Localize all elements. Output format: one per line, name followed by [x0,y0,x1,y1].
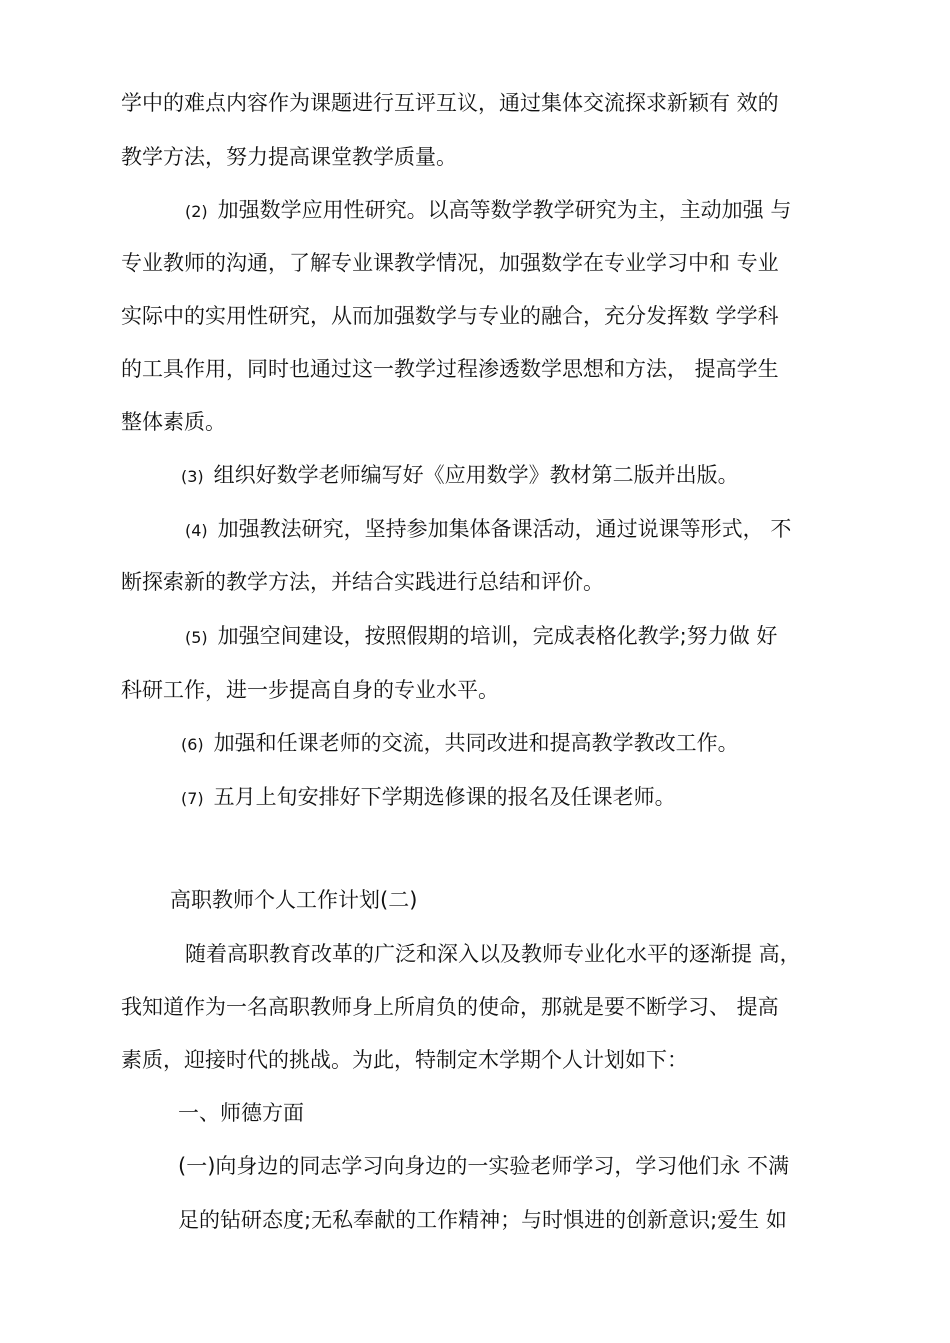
paragraph-line: 我知道作为一名高职教师身上所肩负的使命，那就是要不断学习、 提高 [121,995,779,1019]
paragraph-line: 足的钻研态度;无私奉献的工作精神；与时惧进的创新意识;爱生 如 [178,1208,787,1232]
item-number: (6) [181,735,204,754]
list-item-line: 科研工作，进一步提高自身的专业水平。 [121,678,499,702]
paragraph-line: 学中的难点内容作为课题进行互评互议，通过集体交流探求新颖有 效的 [121,91,779,115]
item-text: 加强教法研究，坚持参加集体备课活动，通过说课等形式， 不 [217,517,792,541]
item-number: (3) [181,467,204,486]
item-number: (7) [181,789,204,808]
paragraph-line: (一)向身边的同志学习向身边的一实验老师学习，学习他们永 不满 [178,1154,790,1178]
paragraph-line: 随着高职教育改革的广泛和深入以及教师专业化水平的逐渐提 高， [185,942,801,966]
list-item-line: 断探索新的教学方法，并结合实践进行总结和评价。 [121,570,604,594]
list-item-line [181,783,676,811]
section-title: 高职教师个人工作计划(二) [170,888,418,912]
list-item-line [185,515,791,543]
item-text: 组织好数学老师编写好《应用数学》教材第二版并出版。 [213,463,739,487]
list-item-line [181,729,739,757]
paragraph-line: 教学方法，努力提高课堂教学质量。 [121,145,457,169]
item-text: 加强空间建设，按照假期的培训，完成表格化教学;努力做 好 [217,624,778,648]
item-number: (2) [185,202,208,221]
item-number: (4) [185,521,208,540]
item-text: 加强和任课老师的交流，共同改进和提高教学教改工作。 [213,731,739,755]
list-item-line [185,622,777,650]
item-number: (5) [185,628,208,647]
list-item-line [185,196,791,224]
paragraph-line: 素质，迎接时代的挑战。为此，特制定木学期个人计划如下： [121,1048,688,1072]
item-text: 五月上旬安排好下学期选修课的报名及任课老师。 [213,785,676,809]
list-item-line: 实际中的实用性研究，从而加强数学与专业的融合，充分发挥数 学学科 [121,304,779,328]
section-heading: 一、师德方面 [178,1101,304,1125]
list-item-line: 的工具作用，同时也通过这一教学过程渗透数学思想和方法， 提高学生 [121,357,779,381]
list-item-line [181,461,739,489]
item-text: 加强数学应用性研究。以高等数学教学研究为主，主动加强 与 [217,198,792,222]
list-item-line: 整体素质。 [121,410,226,434]
list-item-line: 专业教师的沟通，了解专业课教学情况，加强数学在专业学习中和 专业 [121,251,779,275]
